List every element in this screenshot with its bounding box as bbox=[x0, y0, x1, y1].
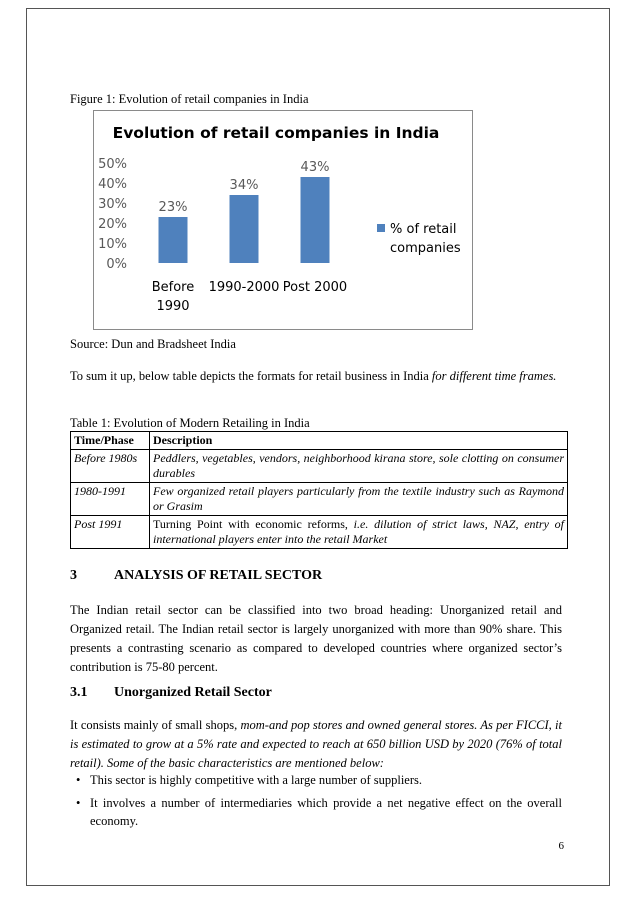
x-tick-label: 1990 bbox=[156, 299, 190, 314]
section-3-1-paragraph bbox=[70, 716, 562, 773]
x-tick-label: Before bbox=[151, 280, 195, 295]
y-tick-label: 0% bbox=[106, 257, 127, 272]
list-item-text: It involves a number of intermediaries which provide a net negative effect on the overall economy. bbox=[90, 796, 562, 828]
retail-evolution-table bbox=[70, 431, 568, 549]
bullet-icon: • bbox=[76, 773, 81, 787]
table-cell-phase: Before 1980s bbox=[71, 450, 150, 483]
y-tick-label: 30% bbox=[98, 197, 127, 212]
table-cell-phase: 1980-1991 bbox=[71, 483, 150, 516]
section-3-heading bbox=[70, 568, 322, 584]
bar bbox=[230, 195, 259, 263]
legend bbox=[377, 222, 461, 256]
chart-title: Evolution of retail companies in India bbox=[112, 124, 440, 142]
table-cell-description bbox=[150, 516, 568, 549]
list-item-text: This sector is highly competitive with a large number of suppliers. bbox=[90, 773, 422, 787]
x-tick-label: 1990-2000 bbox=[208, 280, 280, 295]
table-row bbox=[71, 516, 568, 549]
page-number: 6 bbox=[558, 840, 564, 852]
list-item bbox=[70, 794, 562, 830]
legend-label: companies bbox=[390, 241, 461, 256]
section-3-paragraph: The Indian retail sector can be classified into two broad heading: Unorganized retail and Organized retail. The Indian retail sector is largely unorganized with more than 90% share. This presents a contrasting scenario as compared to developed countries where organized sector’s contribution is 75-80 percent. bbox=[70, 603, 562, 674]
y-axis-ticks bbox=[98, 157, 127, 272]
y-tick-label: 20% bbox=[98, 217, 127, 232]
section-3-number: 3 bbox=[70, 568, 77, 583]
table-cell-description: Few organized retail players particularly from the textile industry such as Raymond or Grasim bbox=[150, 483, 568, 516]
x-tick-label: Post 2000 bbox=[282, 280, 348, 295]
characteristics-list bbox=[70, 771, 562, 830]
summary-paragraph bbox=[70, 367, 562, 386]
table-header-phase: Time/Phase bbox=[71, 432, 150, 450]
table-cell-description: Peddlers, vegetables, vendors, neighborhood kirana store, sole clotting on consumer durables bbox=[150, 450, 568, 483]
section-3-1-italic-text: mom-and pop stores and owned general stores. As per FICCI, it is estimated to grow at a 5% rate and expected to reach at 650 billion USD by 2020 (76% of total retail). Some of the basic characteristics are mentioned below: bbox=[70, 718, 562, 770]
section-3-title: ANALYSIS OF RETAIL SECTOR bbox=[114, 568, 323, 583]
x-axis-labels bbox=[152, 280, 347, 314]
bullet-icon: • bbox=[76, 796, 81, 810]
table-row bbox=[71, 483, 568, 516]
table-row bbox=[71, 450, 568, 483]
table-caption: Table 1: Evolution of Modern Retailing in India bbox=[70, 416, 310, 430]
chart-svg bbox=[94, 111, 472, 329]
section-3-1-number: 3.1 bbox=[70, 685, 88, 700]
y-tick-label: 40% bbox=[98, 177, 127, 192]
data-label: 34% bbox=[229, 178, 259, 193]
summary-text: To sum it up, below table depicts the formats for retail business in India bbox=[70, 369, 432, 383]
section-3-1-title: Unorganized Retail Sector bbox=[114, 685, 272, 700]
data-label: 43% bbox=[300, 160, 330, 175]
figure-source: Source: Dun and Bradsheet India bbox=[70, 337, 236, 351]
summary-italic-text: for different time frames. bbox=[431, 369, 557, 383]
table-cell-description-italic: i.e. dilution of strict laws, NAZ, entry of international players enter into the retail Market bbox=[153, 517, 564, 546]
table-cell-description-plain: Turning Point with economic reforms, bbox=[153, 517, 354, 531]
section-3-1-heading bbox=[70, 685, 272, 701]
legend-swatch bbox=[377, 224, 385, 232]
legend-label: % of retail bbox=[390, 222, 457, 237]
y-tick-label: 50% bbox=[98, 157, 127, 172]
section-3-1-text: It consists mainly of small shops, bbox=[70, 718, 241, 732]
y-tick-label: 10% bbox=[98, 237, 127, 252]
bar bbox=[159, 217, 188, 263]
figure-caption: Figure 1: Evolution of retail companies in India bbox=[70, 92, 309, 106]
table-header-row bbox=[71, 432, 568, 450]
bar-chart bbox=[93, 110, 473, 330]
list-item bbox=[70, 771, 562, 789]
table-cell-phase: Post 1991 bbox=[71, 516, 150, 549]
data-label: 23% bbox=[158, 200, 188, 215]
bar bbox=[301, 177, 330, 263]
table-header-description: Description bbox=[150, 432, 568, 450]
